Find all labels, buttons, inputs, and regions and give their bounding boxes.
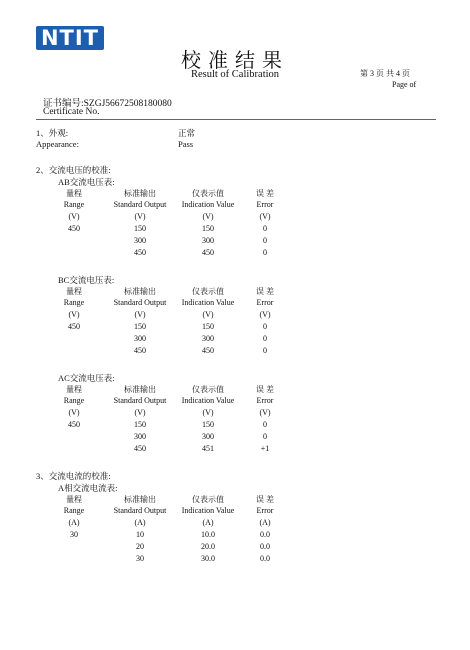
unit-cell: (V) (259, 310, 271, 319)
error-cell: 0.0 (260, 530, 270, 539)
indication-value-cell: 30.0 (201, 554, 215, 563)
unit-cell: (V) (259, 408, 271, 417)
header-cell: Error (256, 298, 274, 307)
header-cell: 误 差 (256, 189, 274, 198)
unit-cell: (V) (202, 212, 214, 221)
unit-cell: (V) (68, 310, 80, 319)
header-cell: 量程 (66, 385, 82, 394)
header-cell: Indication Value (181, 506, 235, 515)
table-units-row (50, 310, 290, 322)
page-title-cn: 校准结果 (181, 50, 289, 72)
appearance-heading-en: Appearance: (36, 139, 79, 149)
current-section-heading: 3、交流电流的校准: (36, 471, 111, 481)
header-cell: 误 差 (256, 495, 274, 504)
unit-cell: (V) (202, 310, 214, 319)
error-cell: 0 (263, 346, 267, 355)
indication-value-cell: 450 (202, 346, 214, 355)
range-cell: 450 (68, 322, 80, 331)
header-cell: Standard Output (113, 506, 167, 515)
standard-output-cell: 300 (134, 236, 146, 245)
ntit-logo: NTIT (36, 26, 104, 50)
table-row (50, 224, 290, 236)
unit-cell: (A) (134, 518, 146, 527)
table-row (50, 236, 290, 248)
error-cell: 0.0 (260, 554, 270, 563)
standard-output-cell: 10 (136, 530, 144, 539)
table-title: AB交流电压表: (58, 177, 115, 187)
indication-value-cell: 450 (202, 248, 214, 257)
error-cell: 0 (263, 334, 267, 343)
range-cell: 450 (68, 420, 80, 429)
header-cell: Error (256, 200, 274, 209)
standard-output-cell: 300 (134, 432, 146, 441)
table-title: AC交流电压表: (58, 373, 115, 383)
header-cell: 仪表示值 (192, 385, 224, 394)
error-cell: 0 (263, 322, 267, 331)
header-cell: 标准输出 (124, 287, 156, 296)
header-divider (36, 119, 436, 120)
certificate-label-en: Certificate No. (43, 107, 100, 117)
unit-cell: (V) (134, 310, 146, 319)
indication-value-cell: 150 (202, 322, 214, 331)
error-cell: +1 (260, 444, 270, 453)
appearance-value-cn: 正常 (178, 128, 196, 138)
header-cell: 仪表示值 (192, 189, 224, 198)
voltage-section-heading: 2、交流电压的校准: (36, 165, 111, 175)
ac-voltage-table (50, 384, 290, 456)
header-cell: 量程 (66, 189, 82, 198)
unit-cell: (A) (68, 518, 80, 527)
table-header-cn (50, 188, 290, 200)
header-cell: 仪表示值 (192, 495, 224, 504)
error-cell: 0 (263, 224, 267, 233)
table-header-cn (50, 286, 290, 298)
unit-cell: (V) (68, 408, 80, 417)
table-row (50, 432, 290, 444)
header-cell: Range (63, 200, 85, 209)
header-cell: Range (63, 396, 85, 405)
table-row (50, 542, 290, 554)
header-cell: 量程 (66, 287, 82, 296)
header-cell: Error (256, 506, 274, 515)
error-cell: 0.0 (260, 542, 270, 551)
header-cell: 标准输出 (124, 495, 156, 504)
table-units-row (50, 408, 290, 420)
range-cell: 30 (70, 530, 78, 539)
unit-cell: (V) (202, 408, 214, 417)
table-title: A相交流电流表: (58, 483, 118, 493)
appearance-value-en: Pass (178, 139, 194, 149)
indication-value-cell: 300 (202, 432, 214, 441)
error-cell: 0 (263, 420, 267, 429)
header-cell: 标准输出 (124, 385, 156, 394)
header-cell: Range (63, 298, 85, 307)
standard-output-cell: 450 (134, 248, 146, 257)
table-row (50, 248, 290, 260)
standard-output-cell: 150 (134, 322, 146, 331)
indication-value-cell: 150 (202, 224, 214, 233)
header-cell: 标准输出 (124, 189, 156, 198)
table-row (50, 322, 290, 334)
error-cell: 0 (263, 432, 267, 441)
ab-voltage-table (50, 188, 290, 260)
table-header-cn (50, 384, 290, 396)
indication-value-cell: 20.0 (201, 542, 215, 551)
header-cell: Indication Value (181, 298, 235, 307)
table-header-en (50, 298, 290, 310)
standard-output-cell: 450 (134, 346, 146, 355)
bc-voltage-table (50, 286, 290, 358)
table-header-en (50, 506, 290, 518)
header-cell: 仪表示值 (192, 287, 224, 296)
standard-output-cell: 450 (134, 444, 146, 453)
header-cell: Standard Output (113, 298, 167, 307)
unit-cell: (V) (259, 212, 271, 221)
header-cell: 误 差 (256, 287, 274, 296)
page-title-en: Result of Calibration (190, 69, 280, 80)
standard-output-cell: 30 (136, 554, 144, 563)
unit-cell: (A) (259, 518, 271, 527)
header-cell: Standard Output (113, 396, 167, 405)
error-cell: 0 (263, 248, 267, 257)
header-cell: Standard Output (113, 200, 167, 209)
table-units-row (50, 212, 290, 224)
page-number-cn: 第 3 页 共 4 页 (360, 69, 410, 78)
unit-cell: (V) (68, 212, 80, 221)
header-cell: 误 差 (256, 385, 274, 394)
header-cell: Error (256, 396, 274, 405)
appearance-heading-cn: 1、外观: (36, 128, 69, 138)
standard-output-cell: 150 (134, 224, 146, 233)
table-header-cn (50, 494, 290, 506)
table-row (50, 444, 290, 456)
header-cell: Range (63, 506, 85, 515)
table-row (50, 346, 290, 358)
table-title: BC交流电压表: (58, 275, 115, 285)
table-row (50, 530, 290, 542)
range-cell: 450 (68, 224, 80, 233)
header-cell: Indication Value (181, 200, 235, 209)
a-phase-current-table (50, 494, 290, 566)
indication-value-cell: 451 (202, 444, 214, 453)
unit-cell: (V) (134, 408, 146, 417)
indication-value-cell: 300 (202, 236, 214, 245)
table-row (50, 554, 290, 566)
standard-output-cell: 20 (136, 542, 144, 551)
standard-output-cell: 150 (134, 420, 146, 429)
table-units-row (50, 518, 290, 530)
indication-value-cell: 300 (202, 334, 214, 343)
indication-value-cell: 150 (202, 420, 214, 429)
table-row (50, 334, 290, 346)
unit-cell: (V) (134, 212, 146, 221)
header-cell: 量程 (66, 495, 82, 504)
error-cell: 0 (263, 236, 267, 245)
standard-output-cell: 300 (134, 334, 146, 343)
header-cell: Indication Value (181, 396, 235, 405)
certificate-number: 证书编号:SZGJ56672508180080 (43, 99, 172, 109)
indication-value-cell: 10.0 (201, 530, 215, 539)
unit-cell: (A) (202, 518, 214, 527)
table-header-en (50, 396, 290, 408)
table-header-en (50, 200, 290, 212)
table-row (50, 420, 290, 432)
page-number-en: Page of (392, 80, 417, 89)
